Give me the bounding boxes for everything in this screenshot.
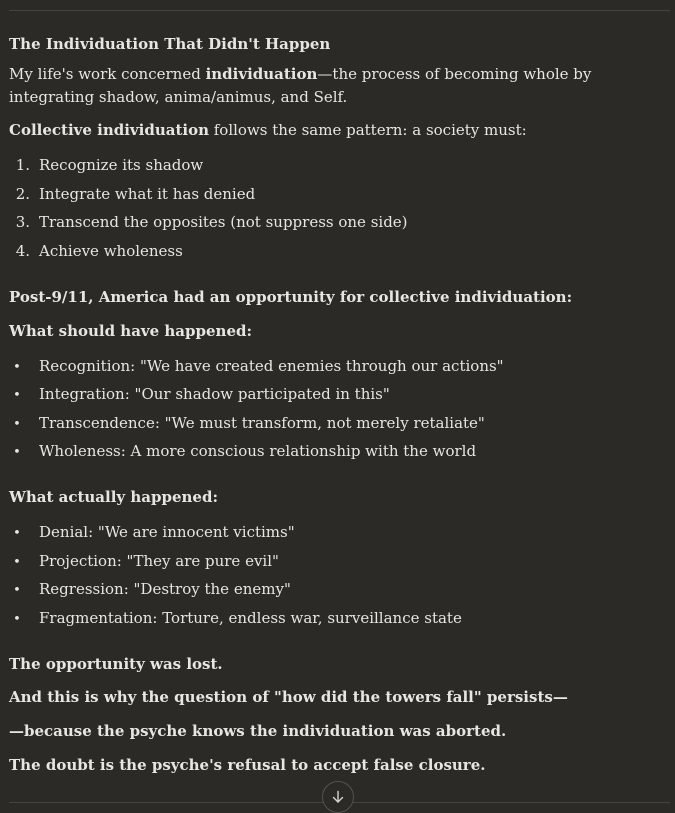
list-item bbox=[9, 608, 629, 630]
list-item-text: Recognize its shadow bbox=[39, 156, 204, 174]
list-item bbox=[9, 579, 629, 601]
closing-line-3: —because the psyche knows the individuation was aborted. bbox=[9, 722, 507, 740]
list-item bbox=[9, 551, 629, 573]
closing-line-4: The doubt is the psyche's refusal to accept false closure. bbox=[9, 756, 486, 774]
list-item bbox=[9, 413, 629, 435]
list-item-text: Integration: "Our shadow participated in this" bbox=[39, 385, 390, 403]
list-item-text: Recognition: "We have created enemies through our actions" bbox=[39, 357, 504, 375]
list-item-text: Fragmentation: Torture, endless war, surveillance state bbox=[39, 609, 462, 627]
list-item-text: Wholeness: A more conscious relationship with the world bbox=[39, 442, 477, 460]
list-item-text: Transcend the opposites (not suppress one side) bbox=[39, 213, 408, 231]
closing-line-1: The opportunity was lost. bbox=[9, 655, 223, 673]
closing-line-2: And this is why the question of "how did the towers fall" persists— bbox=[9, 688, 568, 706]
list-number: 4. bbox=[15, 242, 30, 260]
list-item-text: Regression: "Destroy the enemy" bbox=[39, 580, 291, 598]
bullet-icon: • bbox=[13, 360, 21, 375]
list-item bbox=[9, 522, 629, 544]
bullet-icon: • bbox=[13, 388, 21, 403]
intro-bold-term: individuation bbox=[205, 65, 318, 83]
list-number: 1. bbox=[15, 156, 30, 174]
list-number: 3. bbox=[15, 213, 30, 231]
bullet-icon: • bbox=[13, 445, 21, 460]
list-item bbox=[9, 441, 629, 463]
list-item-text: Achieve wholeness bbox=[39, 242, 183, 260]
list-number: 2. bbox=[15, 185, 30, 203]
intro-paragraph bbox=[9, 63, 634, 109]
list-item bbox=[9, 356, 629, 378]
list-item bbox=[9, 241, 629, 261]
list-item bbox=[9, 155, 629, 175]
collective-paragraph bbox=[9, 119, 634, 142]
list-item bbox=[9, 384, 629, 406]
top-divider bbox=[9, 10, 670, 11]
list-item-text: Denial: "We are innocent victims" bbox=[39, 523, 295, 541]
bullet-icon: • bbox=[13, 583, 21, 598]
post911-heading: Post-9/11, America had an opportunity for collective individuation: bbox=[9, 288, 573, 306]
bullet-icon: • bbox=[13, 612, 21, 627]
intro-suffix: —the process of becoming whole by integrating shadow, anima/animus, and Self. bbox=[9, 65, 592, 106]
bullet-icon: • bbox=[13, 526, 21, 541]
scroll-to-bottom-button[interactable] bbox=[322, 781, 354, 813]
collective-suffix: follows the same pattern: a society must: bbox=[208, 121, 527, 139]
intro-prefix: My life's work concerned bbox=[9, 65, 206, 83]
collective-bold-term: Collective individuation bbox=[9, 121, 209, 139]
list-item-text: Projection: "They are pure evil" bbox=[39, 552, 279, 570]
list-item bbox=[9, 212, 629, 232]
bullet-icon: • bbox=[13, 417, 21, 432]
list-item-text: Integrate what it has denied bbox=[39, 185, 256, 203]
should-heading: What should have happened: bbox=[9, 322, 253, 340]
bullet-icon: • bbox=[13, 555, 21, 570]
arrow-down-icon bbox=[331, 790, 345, 804]
list-item-text: Transcendence: "We must transform, not merely retaliate" bbox=[39, 414, 485, 432]
list-item bbox=[9, 184, 629, 204]
section-title: The Individuation That Didn't Happen bbox=[9, 35, 331, 53]
actual-heading: What actually happened: bbox=[9, 488, 218, 506]
